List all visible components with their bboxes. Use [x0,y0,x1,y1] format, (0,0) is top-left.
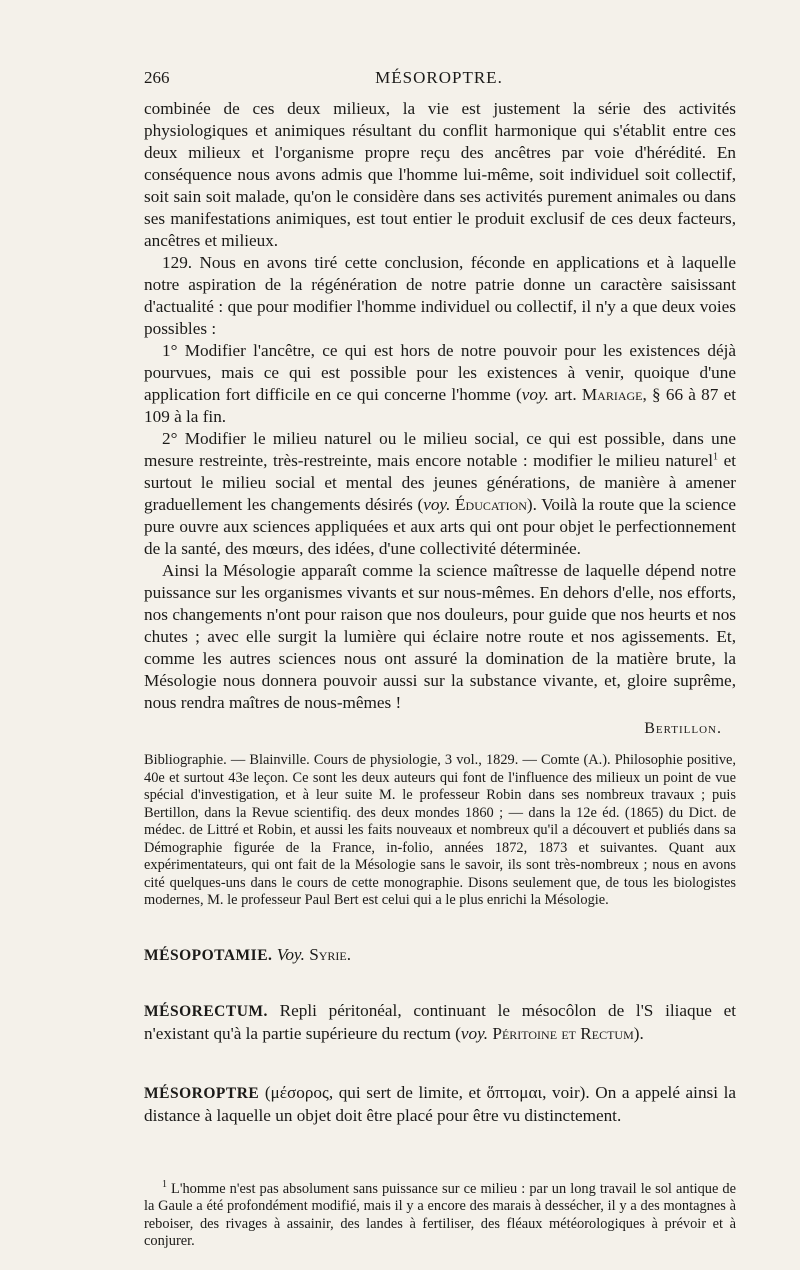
entry-mesopotamie [144,944,736,967]
voy-abbrev: voy. [423,495,451,514]
voy-abbrev: voy. [521,385,549,404]
voy-abbrev: Voy. [276,944,305,964]
text-segment: art. [548,385,582,404]
footnote-marker: 1 [713,451,719,463]
entry-headword: MÉSOROPTRE [144,1085,260,1103]
page-number: 266 [144,68,170,87]
footnote-number: 1 [162,1179,167,1191]
paragraph-129: 129. Nous en avons tiré cette conclusion, féconde en applications et à laquelle notre aspiration de la régénération de notre patrie donne un caractère saisissant d'actualité : que pour modifier l'homme individuel ou collectif, il n'y a que deux voies possibles : [144,253,736,338]
entry-mesoroptre [144,1082,736,1127]
cross-reference: Éducation [450,495,527,514]
entry-text: (μέσορος, qui sert de limite, et ὅπτομαι, voir). On a appelé ainsi la distance à laquelle un objet doit être placé pour être vu distinctement. [144,1083,736,1126]
entry-mesorectum [144,1000,736,1045]
entry-headword: MÉSORECTUM. [144,1003,268,1021]
page-header [144,68,734,92]
paragraph-conclusion: Ainsi la Mésologie apparaît comme la science maîtresse de laquelle dépend notre puissance sur les organismes vivants et sur nous-mêmes. En dehors d'elle, nos efforts, nos changements n'ont pour raison que nos douleurs, pour guide que nos heurts et nos chutes ; avec elle surgit la lumière qui éclaire notre route et nos agissements. Et, comme les autres sciences nous ont assuré la domination de la matière brute, la Mésologie nous donnera pouvoir aussi sur la substance vivante, et, gloire suprême, nous rendra maîtres de nous-mêmes ! [144,561,736,712]
text-segment: ). Voilà la route que la science pure ouvre aux sciences appliquées et aux arts qui ont pour objet le perfectionnement de la santé, des mœurs, des idées, d'une collectivité déterminée. [144,495,736,558]
paragraph-second-way [144,428,736,560]
main-text [144,98,736,1265]
text-segment: 1° Modifier l'ancêtre, ce qui est hors de notre pouvoir pour les existences déjà pourvues, mais ce qui est possible pour les existences à venir, quoique d'une application fort difficile en ce qui concerne l'homme ( [144,341,736,404]
author-signature: Bertillon. [644,720,722,737]
cross-reference: Syrie. [304,944,352,964]
cross-reference: Péritoine et Rectum). [488,1024,644,1044]
entry-text: Repli péritonéal, continuant le mésocôlon de l'S iliaque et n'existant qu'à la partie supérieure du rectum ( [144,1001,736,1044]
footnote-text: L'homme n'est pas absolument sans puissance sur ce milieu : par un long travail le sol antique de la Gaule a été profondément modifié, mais il y a encore des marais à dessécher, il y a des montagnes à reboiser, des rivages à assainir, des landes à fertiliser, des fléaux météorologiques à prévoir et à conjurer. [144,1180,736,1250]
footnote [144,1181,736,1251]
text-segment: , § 66 à 87 et 109 à la fin. [144,385,736,426]
voy-abbrev: voy. [460,1024,489,1044]
bibliography: Bibliographie. — Blainville. Cours de physiologie, 3 vol., 1829. — Comte (A.). Philosophie positive, 40e et surtout 43e leçon. Ce sont les deux auteurs qui font de l'influence des milieux un point de vue spécial d'investigation, et à leur suite M. le professeur Robin dans ses nombreux travaux ; puis Bertillon, dans la Revue scientifiq. des deux mondes 1860 ; — dans la 12e éd. (1865) du Dict. de médec. de Littré et Robin, et aussi les faits nouveaux et nombreux qu'il a découvert et publiés dans sa Démographie figurée de la France, in-folio, années 1872, 1873 et suivantes. Quant aux expérimentateurs, qui ont fait de la Mésologie sans le savoir, ils sont très-nombreux ; nous en avons cité quelques-uns dans le cours de cette monographie. Disons seulement que, de tous les biologistes modernes, M. le professeur Paul Bert est celui qui a le plus enrichi la Mésologie. [144,752,736,908]
entry-headword: MÉSOPOTAMIE. [144,946,273,964]
paragraph-continued: combinée de ces deux milieux, la vie est justement la série des activités physiologiques et animiques résultant du conflit harmonique qui s'établit entre ces deux milieux et l'organisme propre reçu des ancêtres par voie d'hérédité. En conséquence nous avons admis que l'homme lui-même, soit individuel soit collectif, soit sain soit malade, qu'on le considère dans ses activités purement animales ou dans ses manifestations animiques, est tout entier le produit exclusif de ces deux facteurs, ancêtres et milieux. [144,99,736,250]
cross-reference: Mariage [581,385,643,404]
text-segment: et surtout le milieu social et mental des jeunes générations, de manière à amener graduellement les changements désirés ( [144,451,737,514]
running-title: MÉSOROPTRE. [375,68,503,87]
paragraph-first-way [144,340,736,428]
text-segment: 2° Modifier le milieu naturel ou le milieu social, ce qui est possible, dans une mesure restreinte, très-restreinte, mais encore notable : modifier le milieu naturel [144,429,736,470]
